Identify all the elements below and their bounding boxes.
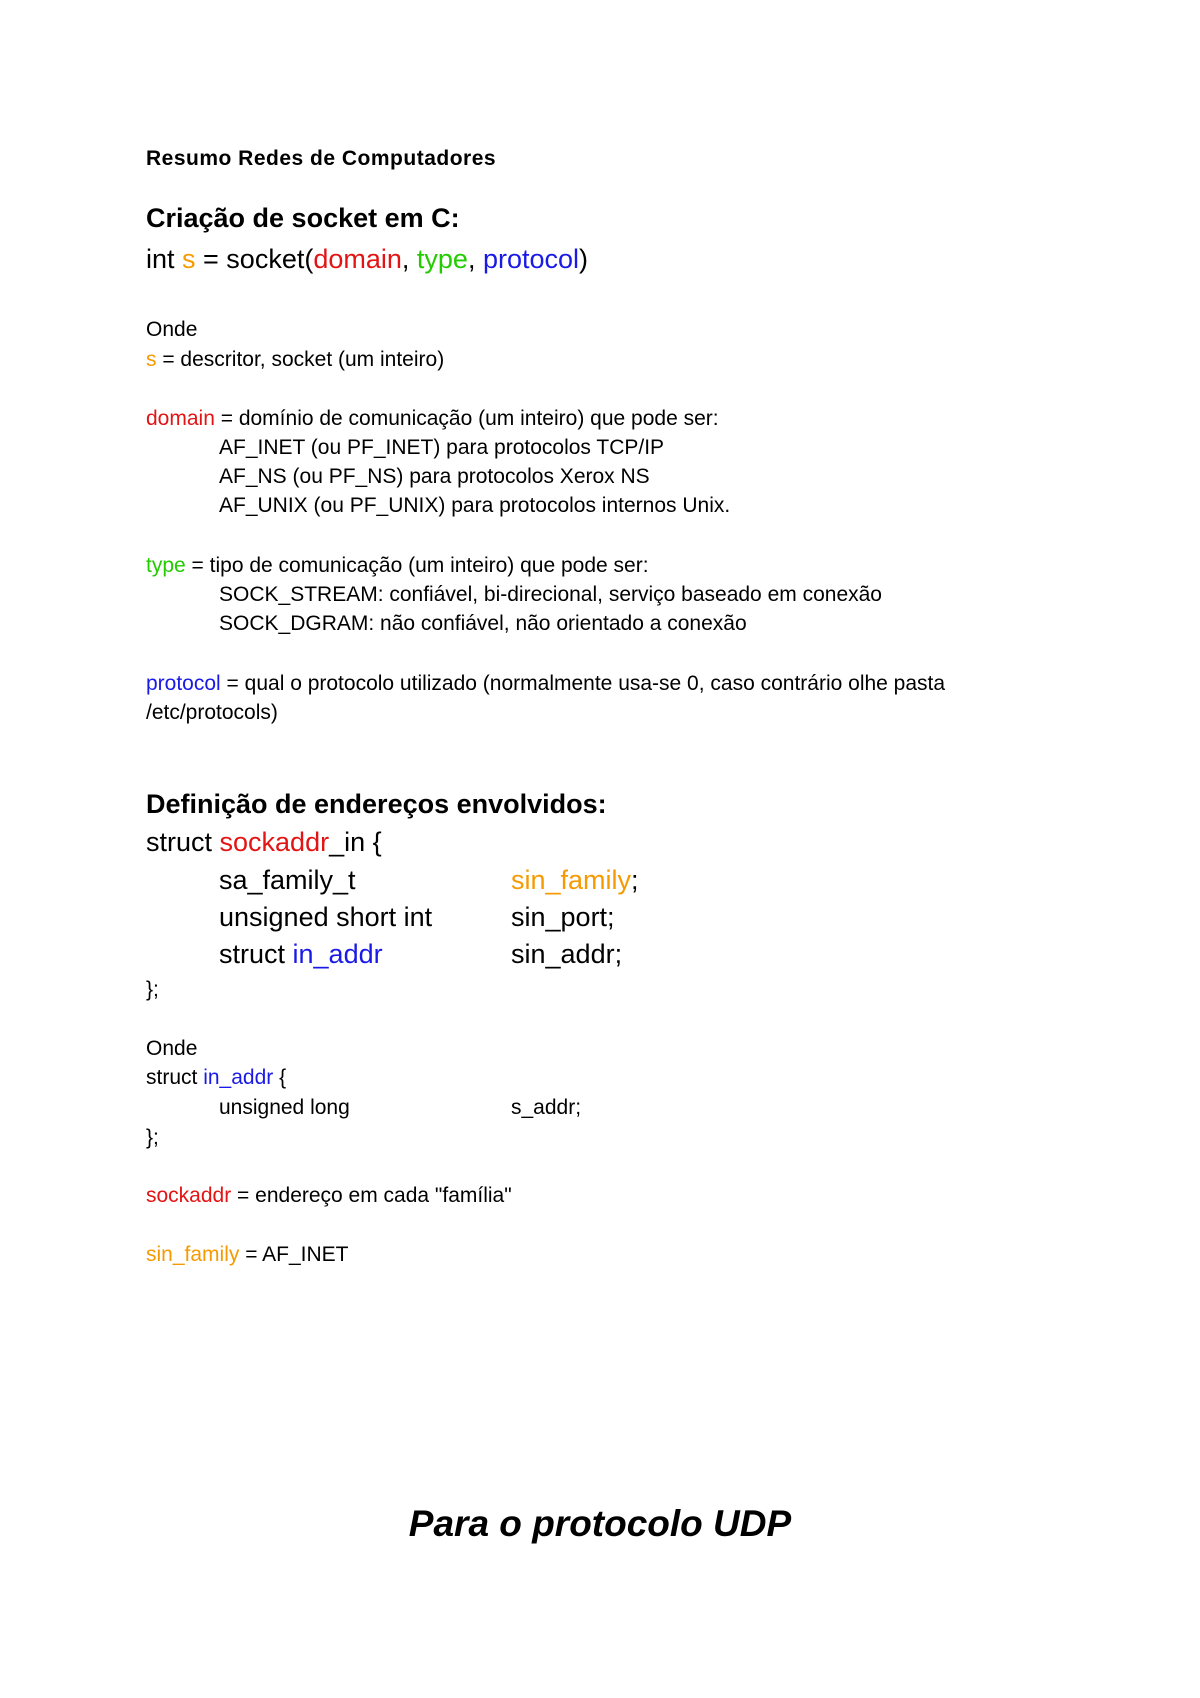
struct-keyword: struct xyxy=(146,827,220,857)
s-definition xyxy=(146,348,444,372)
field-name xyxy=(511,865,639,896)
type-item: SOCK_DGRAM: não confiável, não orientado a conexão xyxy=(219,612,747,635)
domain-definition xyxy=(146,407,719,431)
protocol-definition xyxy=(146,672,945,696)
code-socket-call: = socket( xyxy=(195,244,314,274)
protocol-definition-continued: /etc/protocols) xyxy=(146,701,278,724)
s-text: = descritor, socket (um inteiro) xyxy=(156,348,445,371)
struct-name-suffix: _in { xyxy=(329,827,382,857)
code-comma-2: , xyxy=(467,244,483,274)
onde-label-1: Onde xyxy=(146,318,198,341)
field-type-struct: struct xyxy=(219,939,293,969)
code-int: int xyxy=(146,244,183,274)
domain-key: domain xyxy=(146,407,215,430)
field-name-sin-family: sin_family xyxy=(511,865,632,895)
field-name: sin_addr; xyxy=(511,939,623,969)
field-name: sin_port; xyxy=(511,902,615,932)
field-type-in-addr: in_addr xyxy=(292,939,383,969)
in-addr-name: in_addr xyxy=(203,1066,274,1089)
in-addr-brace: { xyxy=(273,1066,287,1089)
code-close-paren: ) xyxy=(579,244,589,274)
code-type: type xyxy=(416,244,468,274)
struct-sockaddr-open xyxy=(146,827,382,858)
field-semicolon: ; xyxy=(631,865,639,895)
sin-family-definition xyxy=(146,1243,349,1267)
document-title: Resumo Redes de Computadores xyxy=(146,147,497,170)
sockaddr-text: = endereço em cada "família" xyxy=(231,1184,512,1207)
domain-item: AF_UNIX (ou PF_UNIX) para protocolos internos Unix. xyxy=(219,494,731,517)
code-domain: domain xyxy=(313,244,402,274)
sin-family-key: sin_family xyxy=(146,1243,240,1266)
in-addr-field-name: s_addr; xyxy=(511,1096,582,1119)
in-addr-struct-keyword: struct xyxy=(146,1066,204,1089)
sockaddr-key: sockaddr xyxy=(146,1184,232,1207)
type-key: type xyxy=(146,554,186,577)
struct-close: }; xyxy=(146,978,159,1001)
type-item: SOCK_STREAM: confiável, bi-direcional, serviço baseado em conexão xyxy=(219,583,882,606)
onde-label-2: Onde xyxy=(146,1037,198,1060)
section-heading-socket: Criação de socket em C: xyxy=(146,203,460,233)
code-protocol: protocol xyxy=(482,244,580,274)
struct-name-sockaddr: sockaddr xyxy=(219,827,330,857)
code-comma-1: , xyxy=(401,244,417,274)
section-heading-addresses: Definição de endereços envolvidos: xyxy=(146,789,607,819)
type-definition xyxy=(146,554,649,578)
domain-item: AF_INET (ou PF_INET) para protocolos TCP/IP xyxy=(219,436,665,459)
domain-item: AF_NS (ou PF_NS) para protocolos Xerox NS xyxy=(219,465,650,488)
code-s: s xyxy=(182,244,196,274)
socket-code-line xyxy=(146,244,588,275)
udp-section-title: Para o protocolo UDP xyxy=(408,1503,792,1544)
s-key: s xyxy=(146,348,157,371)
protocol-text: = qual o protocolo utilizado (normalmente usa-se 0, caso contrário olhe pasta xyxy=(220,672,946,695)
in-addr-field-type: unsigned long xyxy=(219,1096,350,1119)
struct-in-addr-close: }; xyxy=(146,1126,159,1149)
struct-in-addr-open xyxy=(146,1066,286,1090)
domain-text: = domínio de comunicação (um inteiro) que pode ser: xyxy=(214,407,719,430)
field-type: sa_family_t xyxy=(219,865,356,895)
type-text: = tipo de comunicação (um inteiro) que pode ser: xyxy=(185,554,649,577)
field-type xyxy=(219,939,383,970)
field-type: unsigned short int xyxy=(219,902,433,932)
sin-family-text: = AF_INET xyxy=(239,1243,349,1266)
sockaddr-definition xyxy=(146,1184,512,1208)
protocol-key: protocol xyxy=(146,672,221,695)
